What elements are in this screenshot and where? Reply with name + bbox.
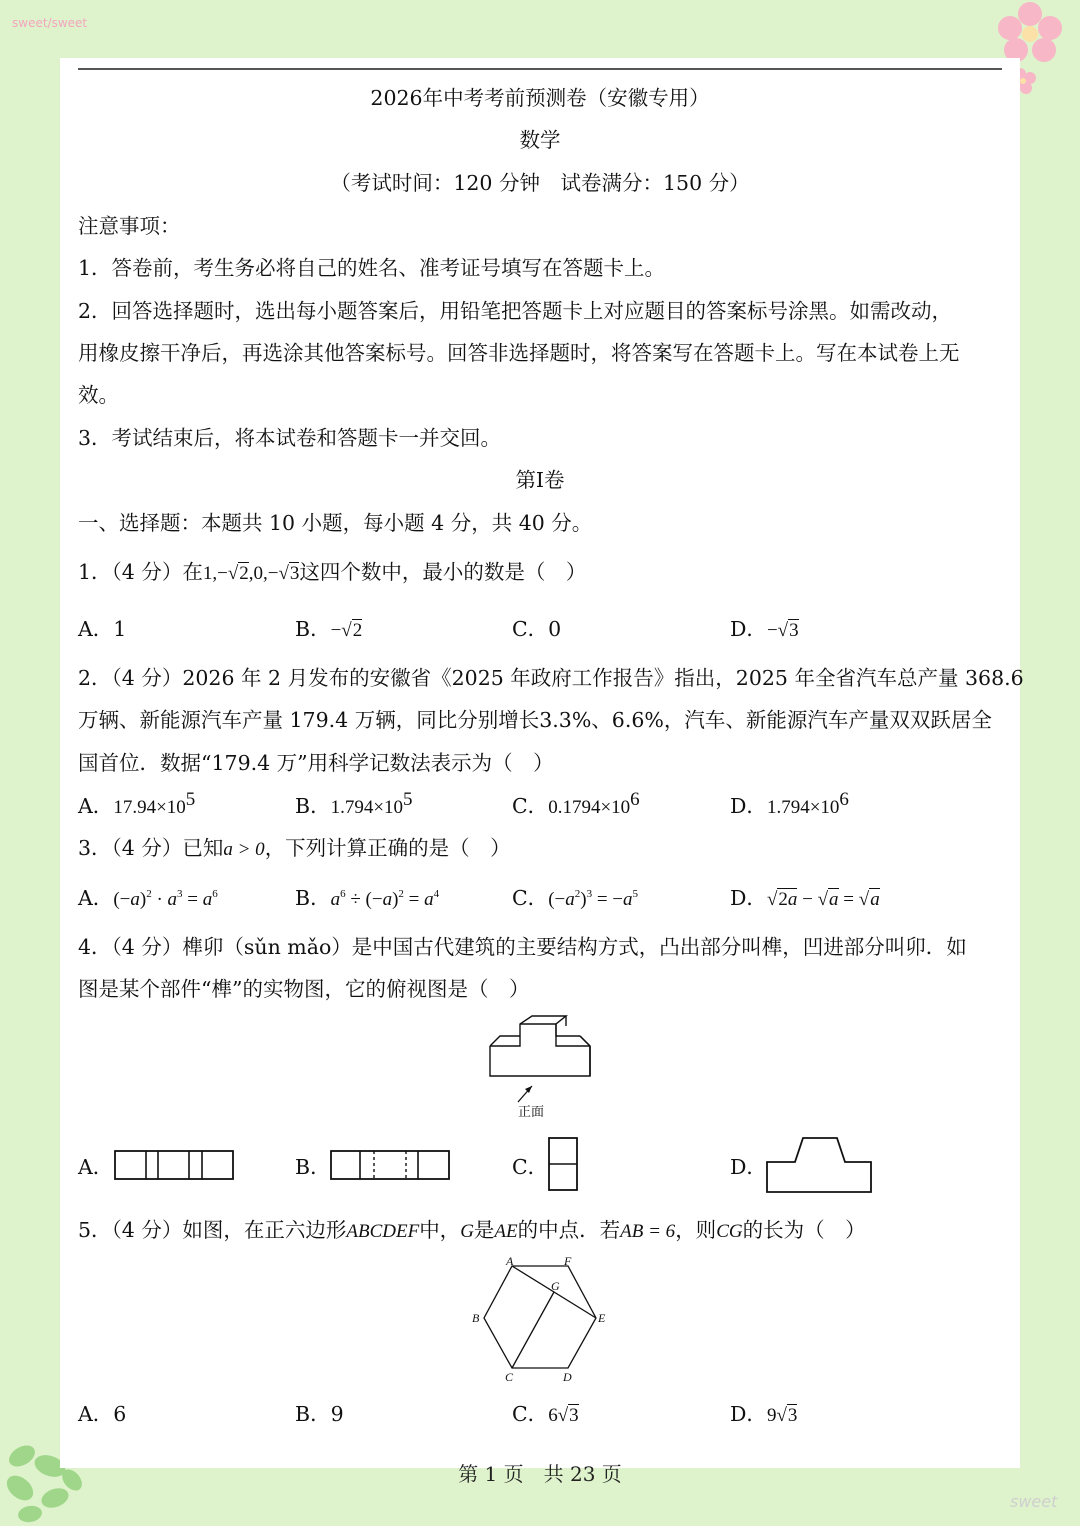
q1-d-minus: −	[766, 620, 778, 641]
q3-d-label: D．	[730, 886, 767, 910]
q1-sqrt-symbol-2: √	[278, 563, 289, 584]
q5-option-d	[730, 1402, 797, 1428]
q2-c-label: C．	[512, 794, 549, 818]
question-3-stem	[78, 836, 1002, 862]
question-4-line-2: 图是某个部件“榫”的实物图，它的俯视图是（ ）	[78, 977, 530, 1001]
q1-radicand-2: 2	[239, 563, 249, 584]
q1-option-a: A．1	[78, 617, 127, 641]
q4-option-b-label: B．	[295, 1155, 331, 1179]
vertex-label-b: B	[472, 1311, 480, 1325]
q2-c-base: 0.1794×10	[548, 797, 631, 818]
question-4-line-1: 4．（4 分）榫卯（sǔn mǎo）是中国古代建筑的主要结构方式，凸出部分叫榫，凹进部分叫卯．如	[78, 935, 967, 959]
q1-math-1: 1,−	[202, 563, 228, 584]
question-5-stem	[78, 1218, 1002, 1244]
q1-sqrt-symbol: √	[227, 563, 239, 584]
q5-prefix: 5．（4 分）如图，在正六边形	[78, 1218, 347, 1242]
q1-radicand-3: 3	[289, 563, 300, 584]
q5-text-1: 中，	[419, 1218, 461, 1242]
q3-b-label: B．	[295, 886, 331, 910]
q4-option-a-figure	[114, 1150, 236, 1182]
vertex-label-f: F	[564, 1254, 572, 1268]
q1-b-minus: −	[330, 620, 342, 641]
q5-c-label: C．	[512, 1402, 549, 1426]
q2-option-b	[295, 789, 413, 820]
note-2-line-1: 2．回答选择题时，选出每小题答案后，用铅笔把答题卡上对应题目的答案标号涂黑。如需改动，	[78, 299, 953, 323]
q2-c-exp: 6	[630, 789, 640, 810]
q4-option-b-figure	[330, 1150, 452, 1182]
exam-title: 2026年中考考前预测卷（安徽专用）	[370, 86, 710, 110]
q1-suffix: 这四个数中，最小的数是（ ）	[299, 560, 587, 584]
q5-d-radicand: 3	[787, 1405, 798, 1426]
q3-c-expr: $(-a^2)^3 = -a^5$	[548, 888, 638, 910]
q3-prefix: 3．（4 分）已知	[78, 836, 224, 860]
q1-d-radicand: 3	[789, 620, 799, 641]
q2-option-a	[78, 789, 196, 820]
q3-option-c	[512, 886, 638, 912]
q2-d-exp: 6	[839, 789, 849, 810]
q5-ab-value: AB = 6	[620, 1221, 676, 1242]
q3-a-expr: $(-a)^2 \cdot a^3 = a^6$	[113, 888, 218, 910]
q1-option-d	[730, 617, 799, 643]
q1-b-radicand: 2	[352, 620, 363, 641]
q3-b-expr: $a^6 \div (-a)^2 = a^4$	[330, 888, 440, 910]
q5-c-radicand: 3	[569, 1405, 579, 1426]
watermark-top: sweet/sweet	[12, 16, 88, 30]
q2-d-base: 1.794×10	[766, 797, 840, 818]
tenon-3d-figure	[480, 1010, 600, 1120]
q2-a-label: A．	[78, 794, 114, 818]
part-title: 第Ⅰ卷	[515, 468, 565, 492]
q2-option-c	[512, 789, 640, 820]
vertex-label-a: A	[506, 1254, 514, 1268]
q3-suffix: ，下列计算正确的是（ ）	[264, 836, 511, 860]
q1-option-b	[295, 617, 362, 643]
q5-suffix: 的长为（ ）	[742, 1218, 866, 1242]
subject-title: 数学	[519, 128, 561, 152]
q5-option-a: A．6	[78, 1402, 127, 1426]
q4-option-d-figure	[765, 1136, 875, 1196]
q5-c-coef: 6	[548, 1405, 558, 1426]
notes-heading: 注意事项：	[78, 214, 181, 238]
q1-prefix: 1．（4 分）在	[78, 560, 203, 584]
q3-option-b	[295, 886, 439, 912]
q2-option-d	[730, 789, 849, 820]
q5-d-label: D．	[730, 1402, 767, 1426]
q5-text-2: 是	[473, 1218, 495, 1242]
page-footer: 第 1 页 共 23 页	[458, 1462, 622, 1486]
note-1: 1．答卷前，考生务必将自己的姓名、准考证号填写在答题卡上。	[78, 256, 666, 280]
q1-b-label: B．	[295, 617, 331, 641]
q2-a-base: 17.94×10	[113, 797, 186, 818]
exam-info: （考试时间：120 分钟 试卷满分：150 分）	[330, 171, 750, 195]
q5-point-g: G	[460, 1221, 474, 1242]
vertex-label-e: E	[598, 1311, 606, 1325]
question-1-stem	[78, 560, 1002, 586]
note-2-line-2: 用橡皮擦干净后，再选涂其他答案标号。回答非选择题时，将答案写在答题卡上。写在本试卷上无	[78, 341, 960, 365]
q2-a-exp: 5	[185, 789, 196, 810]
q3-option-a	[78, 886, 218, 912]
q3-c-label: C．	[512, 886, 549, 910]
q1-math-2: ,0,−	[248, 563, 279, 584]
question-2-line-2: 万辆、新能源汽车产量 179.4 万辆，同比分别增长3.3%、6.6%，汽车、新能源汽车产量双双跃居全	[78, 708, 992, 732]
vertex-label-g: G	[551, 1279, 560, 1293]
question-2-line-3: 国首位．数据“179.4 万”用科学记数法表示为（ ）	[78, 751, 554, 775]
q4-option-c-figure	[547, 1136, 581, 1194]
front-view-label: 正面	[518, 1104, 545, 1119]
q3-d-expr: √2a − √a = √a	[766, 889, 880, 910]
vertex-label-c: C	[505, 1370, 514, 1384]
q5-text-3: 的中点．若	[517, 1218, 621, 1242]
q5-segment-ae: AE	[494, 1221, 518, 1242]
vertex-label-d: D	[563, 1370, 572, 1384]
q2-d-label: D．	[730, 794, 767, 818]
note-3: 3．考试结束后，将本试卷和答题卡一并交回。	[78, 426, 502, 450]
q3-option-d	[730, 886, 880, 912]
note-2-line-3: 效。	[78, 383, 119, 407]
q3-a-label: A．	[78, 886, 114, 910]
q5-c-sqrt: √	[557, 1405, 569, 1426]
q1-option-c: C．0	[512, 617, 562, 641]
q5-d-sqrt: √	[776, 1405, 787, 1426]
q5-option-c	[512, 1402, 579, 1428]
q5-option-b: B．9	[295, 1402, 344, 1426]
q1-b-sqrt: √	[341, 620, 352, 641]
q4-option-a-label: A．	[78, 1155, 114, 1179]
header-rule	[78, 68, 1002, 70]
q2-b-label: B．	[295, 794, 331, 818]
section-heading: 一、选择题：本题共 10 小题，每小题 4 分，共 40 分。	[78, 511, 593, 535]
q5-hexagon-name: ABCDEF	[346, 1221, 420, 1242]
q4-option-c-label: C．	[512, 1155, 549, 1179]
question-2-line-1: 2．（4 分）2026 年 2 月发布的安徽省《2025 年政府工作报告》指出，2025 年全省汽车总产量 368.6	[78, 666, 1024, 690]
hexagon-figure	[460, 1254, 620, 1384]
q5-text-4: ，则	[675, 1218, 717, 1242]
exam-page	[60, 58, 1024, 1486]
watermark-bottom: sweet	[1010, 1492, 1058, 1511]
q4-option-d-label: D．	[730, 1155, 767, 1179]
q2-b-exp: 5	[403, 789, 413, 810]
q1-d-label: D．	[730, 617, 767, 641]
q3-condition: a > 0	[223, 839, 265, 860]
q5-d-coef: 9	[766, 1405, 777, 1426]
q5-segment-cg: CG	[716, 1221, 743, 1242]
q2-b-base: 1.794×10	[330, 797, 404, 818]
q1-d-sqrt: √	[777, 620, 789, 641]
